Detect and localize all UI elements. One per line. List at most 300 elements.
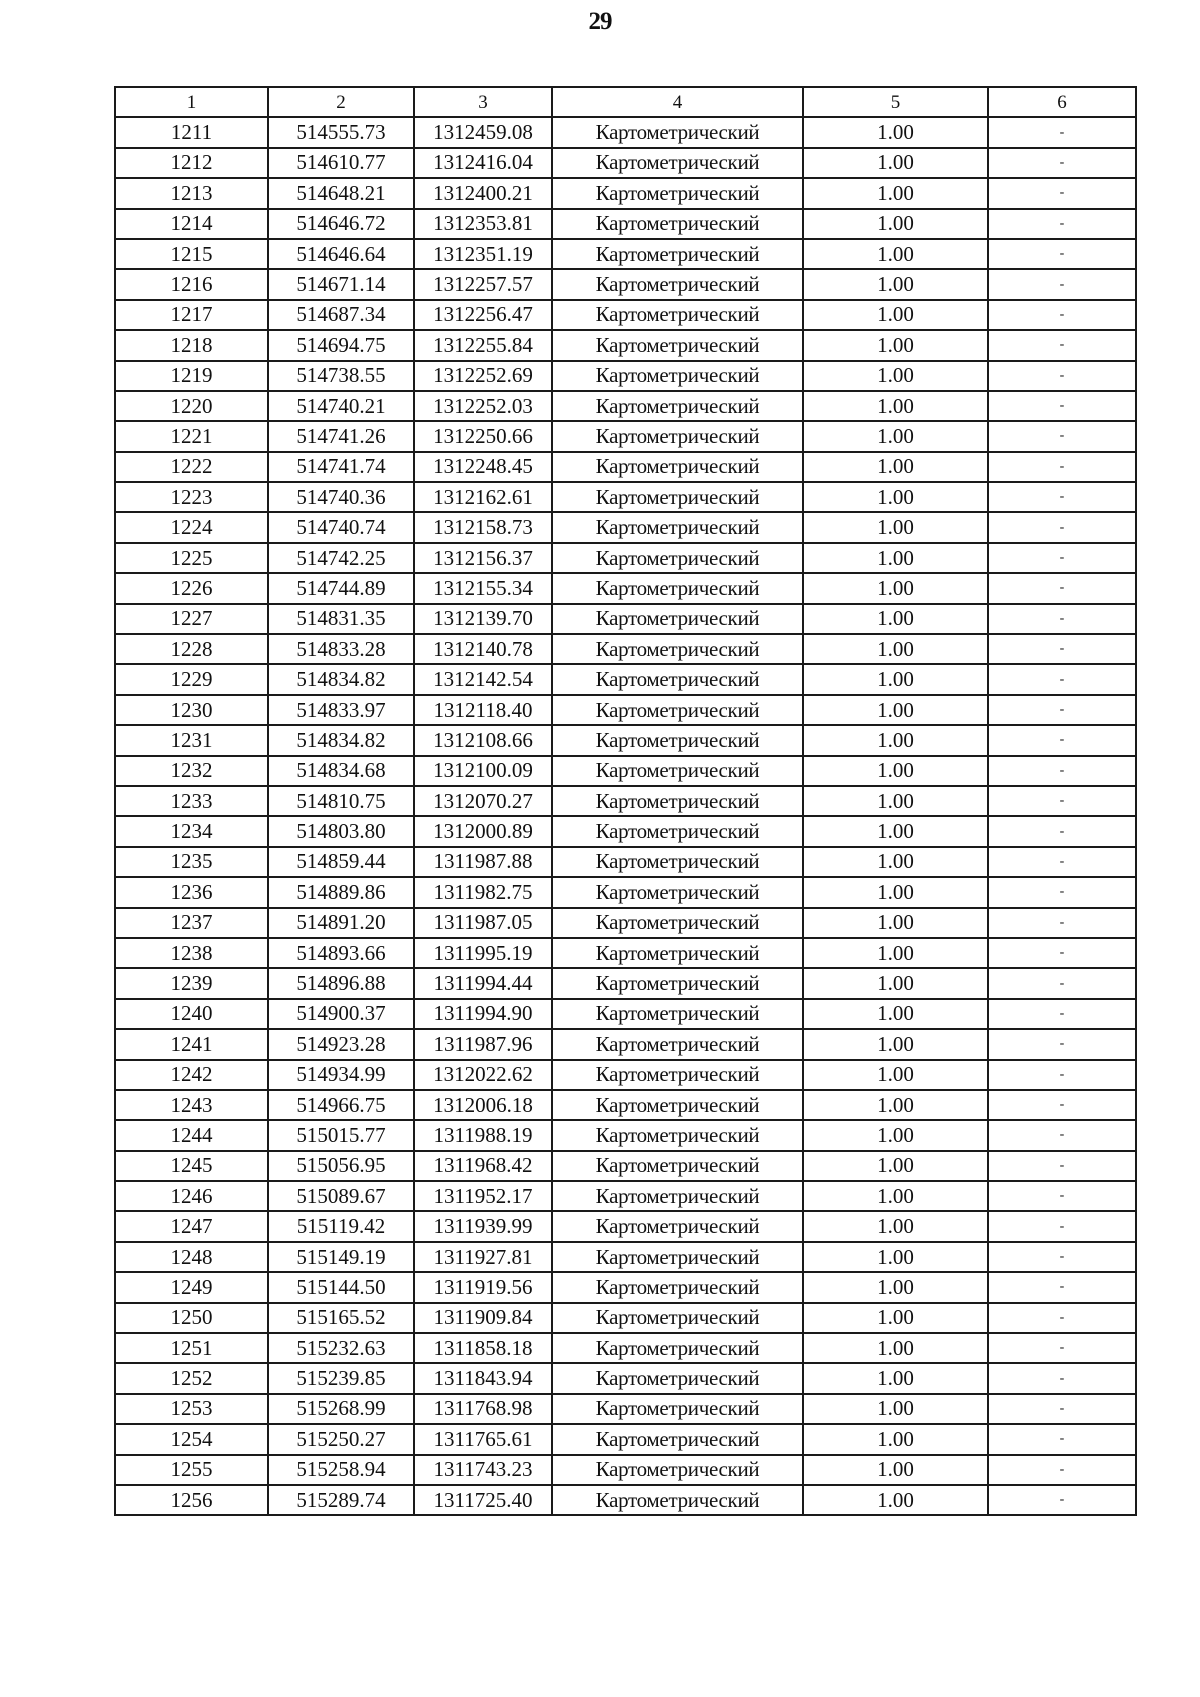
method-cell: Картометрический	[552, 1455, 803, 1485]
table-row	[115, 1029, 1136, 1059]
coord-x-cell: 514555.73	[268, 117, 414, 147]
coord-y-cell: 1312255.84	[414, 330, 552, 360]
note-cell: -	[988, 1303, 1136, 1333]
note-cell: -	[988, 1151, 1136, 1181]
coord-x-cell: 515089.67	[268, 1181, 414, 1211]
method-cell: Картометрический	[552, 695, 803, 725]
note-cell: -	[988, 1120, 1136, 1150]
accuracy-cell: 1.00	[803, 756, 988, 786]
coord-y-cell: 1311743.23	[414, 1455, 552, 1485]
coord-y-cell: 1312248.45	[414, 452, 552, 482]
point-number-cell: 1254	[115, 1424, 268, 1454]
point-number-cell: 1252	[115, 1363, 268, 1393]
table-row	[115, 391, 1136, 421]
point-number-cell: 1256	[115, 1485, 268, 1515]
accuracy-cell: 1.00	[803, 300, 988, 330]
point-number-cell: 1228	[115, 634, 268, 664]
point-number-cell: 1241	[115, 1029, 268, 1059]
table-row	[115, 816, 1136, 846]
coord-x-cell: 514741.74	[268, 452, 414, 482]
method-cell: Картометрический	[552, 1090, 803, 1120]
coord-x-cell: 514671.14	[268, 269, 414, 299]
point-number-cell: 1216	[115, 269, 268, 299]
accuracy-cell: 1.00	[803, 391, 988, 421]
accuracy-cell: 1.00	[803, 1424, 988, 1454]
method-cell: Картометрический	[552, 543, 803, 573]
coord-x-cell: 514648.21	[268, 178, 414, 208]
point-number-cell: 1240	[115, 999, 268, 1029]
accuracy-cell: 1.00	[803, 999, 988, 1029]
note-cell: -	[988, 543, 1136, 573]
method-cell: Картометрический	[552, 1242, 803, 1272]
coord-x-cell: 514831.35	[268, 604, 414, 634]
coord-x-cell: 515250.27	[268, 1424, 414, 1454]
method-cell: Картометрический	[552, 1029, 803, 1059]
coord-y-cell: 1312100.09	[414, 756, 552, 786]
accuracy-cell: 1.00	[803, 1181, 988, 1211]
coord-x-cell: 515289.74	[268, 1485, 414, 1515]
accuracy-cell: 1.00	[803, 330, 988, 360]
coord-x-cell: 515015.77	[268, 1120, 414, 1150]
point-number-cell: 1227	[115, 604, 268, 634]
method-cell: Картометрический	[552, 482, 803, 512]
method-cell: Картометрический	[552, 1151, 803, 1181]
coord-y-cell: 1312118.40	[414, 695, 552, 725]
method-cell: Картометрический	[552, 1181, 803, 1211]
accuracy-cell: 1.00	[803, 786, 988, 816]
method-cell: Картометрический	[552, 209, 803, 239]
point-number-cell: 1250	[115, 1303, 268, 1333]
point-number-cell: 1229	[115, 664, 268, 694]
method-cell: Картометрический	[552, 1424, 803, 1454]
accuracy-cell: 1.00	[803, 604, 988, 634]
accuracy-cell: 1.00	[803, 543, 988, 573]
coord-y-cell: 1311927.81	[414, 1242, 552, 1272]
coord-y-cell: 1312250.66	[414, 421, 552, 451]
point-number-cell: 1251	[115, 1333, 268, 1363]
accuracy-cell: 1.00	[803, 1333, 988, 1363]
point-number-cell: 1255	[115, 1455, 268, 1485]
accuracy-cell: 1.00	[803, 452, 988, 482]
table-row	[115, 1455, 1136, 1485]
coord-x-cell: 515149.19	[268, 1242, 414, 1272]
note-cell: -	[988, 209, 1136, 239]
table-row	[115, 1485, 1136, 1515]
note-cell: -	[988, 877, 1136, 907]
point-number-cell: 1243	[115, 1090, 268, 1120]
method-cell: Картометрический	[552, 573, 803, 603]
accuracy-cell: 1.00	[803, 178, 988, 208]
note-cell: -	[988, 452, 1136, 482]
table-header	[115, 87, 1136, 117]
coord-y-cell: 1312252.69	[414, 361, 552, 391]
coord-y-cell: 1311725.40	[414, 1485, 552, 1515]
note-cell: -	[988, 725, 1136, 755]
note-cell: -	[988, 1060, 1136, 1090]
method-cell: Картометрический	[552, 117, 803, 147]
method-cell: Картометрический	[552, 725, 803, 755]
coord-x-cell: 514740.74	[268, 512, 414, 542]
note-cell: -	[988, 178, 1136, 208]
coord-y-cell: 1312416.04	[414, 148, 552, 178]
accuracy-cell: 1.00	[803, 1272, 988, 1302]
note-cell: -	[988, 1424, 1136, 1454]
note-cell: -	[988, 512, 1136, 542]
coord-y-cell: 1312006.18	[414, 1090, 552, 1120]
point-number-cell: 1249	[115, 1272, 268, 1302]
coord-y-cell: 1312108.66	[414, 725, 552, 755]
coord-x-cell: 514966.75	[268, 1090, 414, 1120]
table-row	[115, 634, 1136, 664]
coord-x-cell: 514833.28	[268, 634, 414, 664]
coord-y-cell: 1312353.81	[414, 209, 552, 239]
accuracy-cell: 1.00	[803, 1455, 988, 1485]
accuracy-cell: 1.00	[803, 1485, 988, 1515]
coord-y-cell: 1312155.34	[414, 573, 552, 603]
accuracy-cell: 1.00	[803, 573, 988, 603]
point-number-cell: 1221	[115, 421, 268, 451]
method-cell: Картометрический	[552, 148, 803, 178]
table-row	[115, 1303, 1136, 1333]
accuracy-cell: 1.00	[803, 877, 988, 907]
method-cell: Картометрический	[552, 391, 803, 421]
point-number-cell: 1219	[115, 361, 268, 391]
column-header-5: 5	[803, 87, 988, 117]
method-cell: Картометрический	[552, 1211, 803, 1241]
method-cell: Картометрический	[552, 361, 803, 391]
accuracy-cell: 1.00	[803, 695, 988, 725]
accuracy-cell: 1.00	[803, 1394, 988, 1424]
coord-x-cell: 514740.36	[268, 482, 414, 512]
note-cell: -	[988, 816, 1136, 846]
note-cell: -	[988, 148, 1136, 178]
column-header-6: 6	[988, 87, 1136, 117]
point-number-cell: 1239	[115, 968, 268, 998]
table-row	[115, 938, 1136, 968]
table-row	[115, 999, 1136, 1029]
coord-y-cell: 1311987.96	[414, 1029, 552, 1059]
accuracy-cell: 1.00	[803, 634, 988, 664]
note-cell: -	[988, 1211, 1136, 1241]
point-number-cell: 1234	[115, 816, 268, 846]
note-cell: -	[988, 634, 1136, 664]
point-number-cell: 1211	[115, 117, 268, 147]
coord-x-cell: 514741.26	[268, 421, 414, 451]
note-cell: -	[988, 573, 1136, 603]
coord-y-cell: 1311982.75	[414, 877, 552, 907]
coord-x-cell: 514889.86	[268, 877, 414, 907]
table-row	[115, 361, 1136, 391]
point-number-cell: 1236	[115, 877, 268, 907]
header-row	[115, 87, 1136, 117]
method-cell: Картометрический	[552, 1394, 803, 1424]
point-number-cell: 1242	[115, 1060, 268, 1090]
coord-y-cell: 1312070.27	[414, 786, 552, 816]
accuracy-cell: 1.00	[803, 664, 988, 694]
accuracy-cell: 1.00	[803, 938, 988, 968]
point-number-cell: 1218	[115, 330, 268, 360]
note-cell: -	[988, 1090, 1136, 1120]
coord-x-cell: 515239.85	[268, 1363, 414, 1393]
table-row	[115, 209, 1136, 239]
coord-x-cell: 514694.75	[268, 330, 414, 360]
accuracy-cell: 1.00	[803, 269, 988, 299]
table-body	[115, 117, 1136, 1515]
method-cell: Картометрический	[552, 300, 803, 330]
coord-y-cell: 1311987.05	[414, 908, 552, 938]
coord-x-cell: 514646.64	[268, 239, 414, 269]
method-cell: Картометрический	[552, 604, 803, 634]
coord-x-cell: 514744.89	[268, 573, 414, 603]
coord-x-cell: 514923.28	[268, 1029, 414, 1059]
table-row	[115, 117, 1136, 147]
table-row	[115, 1272, 1136, 1302]
coord-x-cell: 514900.37	[268, 999, 414, 1029]
coord-y-cell: 1312252.03	[414, 391, 552, 421]
method-cell: Картометрический	[552, 512, 803, 542]
accuracy-cell: 1.00	[803, 1090, 988, 1120]
note-cell: -	[988, 1363, 1136, 1393]
note-cell: -	[988, 695, 1136, 725]
point-number-cell: 1220	[115, 391, 268, 421]
coord-x-cell: 514834.82	[268, 664, 414, 694]
table-row	[115, 512, 1136, 542]
note-cell: -	[988, 756, 1136, 786]
method-cell: Картометрический	[552, 968, 803, 998]
coord-x-cell: 515258.94	[268, 1455, 414, 1485]
point-number-cell: 1238	[115, 938, 268, 968]
coord-y-cell: 1312459.08	[414, 117, 552, 147]
coord-y-cell: 1311765.61	[414, 1424, 552, 1454]
table-row	[115, 1181, 1136, 1211]
point-number-cell: 1223	[115, 482, 268, 512]
method-cell: Картометрический	[552, 178, 803, 208]
table-row	[115, 1090, 1136, 1120]
coord-y-cell: 1312022.62	[414, 1060, 552, 1090]
method-cell: Картометрический	[552, 756, 803, 786]
note-cell: -	[988, 1029, 1136, 1059]
accuracy-cell: 1.00	[803, 209, 988, 239]
coord-y-cell: 1312156.37	[414, 543, 552, 573]
table-row	[115, 1333, 1136, 1363]
accuracy-cell: 1.00	[803, 1211, 988, 1241]
accuracy-cell: 1.00	[803, 1151, 988, 1181]
point-number-cell: 1217	[115, 300, 268, 330]
method-cell: Картометрический	[552, 908, 803, 938]
coord-x-cell: 514742.25	[268, 543, 414, 573]
method-cell: Картометрический	[552, 816, 803, 846]
coord-y-cell: 1312257.57	[414, 269, 552, 299]
table-row	[115, 452, 1136, 482]
accuracy-cell: 1.00	[803, 361, 988, 391]
method-cell: Картометрический	[552, 1303, 803, 1333]
table-row	[115, 330, 1136, 360]
note-cell: -	[988, 330, 1136, 360]
coord-y-cell: 1312351.19	[414, 239, 552, 269]
method-cell: Картометрический	[552, 1333, 803, 1363]
column-header-2: 2	[268, 87, 414, 117]
coord-y-cell: 1311995.19	[414, 938, 552, 968]
coord-x-cell: 514896.88	[268, 968, 414, 998]
table-row	[115, 1151, 1136, 1181]
table-row	[115, 239, 1136, 269]
note-cell: -	[988, 938, 1136, 968]
point-number-cell: 1215	[115, 239, 268, 269]
table-row	[115, 1120, 1136, 1150]
note-cell: -	[988, 908, 1136, 938]
coord-x-cell: 514687.34	[268, 300, 414, 330]
accuracy-cell: 1.00	[803, 847, 988, 877]
note-cell: -	[988, 1272, 1136, 1302]
coord-y-cell: 1311968.42	[414, 1151, 552, 1181]
coord-y-cell: 1312158.73	[414, 512, 552, 542]
point-number-cell: 1225	[115, 543, 268, 573]
coord-x-cell: 514893.66	[268, 938, 414, 968]
table-row	[115, 725, 1136, 755]
method-cell: Картометрический	[552, 1120, 803, 1150]
point-number-cell: 1237	[115, 908, 268, 938]
note-cell: -	[988, 1394, 1136, 1424]
coord-y-cell: 1311994.44	[414, 968, 552, 998]
point-number-cell: 1235	[115, 847, 268, 877]
coord-x-cell: 514833.97	[268, 695, 414, 725]
table-row	[115, 421, 1136, 451]
coord-x-cell: 515232.63	[268, 1333, 414, 1363]
note-cell: -	[988, 604, 1136, 634]
coord-y-cell: 1312400.21	[414, 178, 552, 208]
coord-y-cell: 1312000.89	[414, 816, 552, 846]
column-header-3: 3	[414, 87, 552, 117]
coordinates-table	[114, 86, 1137, 1516]
accuracy-cell: 1.00	[803, 117, 988, 147]
table-row	[115, 756, 1136, 786]
note-cell: -	[988, 239, 1136, 269]
coord-x-cell: 514738.55	[268, 361, 414, 391]
coord-y-cell: 1311858.18	[414, 1333, 552, 1363]
table-row	[115, 1394, 1136, 1424]
coord-y-cell: 1311909.84	[414, 1303, 552, 1333]
point-number-cell: 1230	[115, 695, 268, 725]
point-number-cell: 1253	[115, 1394, 268, 1424]
table-row	[115, 269, 1136, 299]
coord-x-cell: 515119.42	[268, 1211, 414, 1241]
method-cell: Картометрический	[552, 1060, 803, 1090]
method-cell: Картометрический	[552, 1485, 803, 1515]
coord-y-cell: 1312139.70	[414, 604, 552, 634]
note-cell: -	[988, 1485, 1136, 1515]
table-row	[115, 877, 1136, 907]
coord-y-cell: 1312162.61	[414, 482, 552, 512]
coord-y-cell: 1311919.56	[414, 1272, 552, 1302]
table-row	[115, 1363, 1136, 1393]
method-cell: Картометрический	[552, 938, 803, 968]
coord-x-cell: 514859.44	[268, 847, 414, 877]
method-cell: Картометрический	[552, 1363, 803, 1393]
note-cell: -	[988, 847, 1136, 877]
method-cell: Картометрический	[552, 664, 803, 694]
accuracy-cell: 1.00	[803, 421, 988, 451]
coord-x-cell: 515056.95	[268, 1151, 414, 1181]
coord-y-cell: 1311768.98	[414, 1394, 552, 1424]
table-row	[115, 908, 1136, 938]
coord-x-cell: 514834.68	[268, 756, 414, 786]
accuracy-cell: 1.00	[803, 725, 988, 755]
accuracy-cell: 1.00	[803, 908, 988, 938]
accuracy-cell: 1.00	[803, 482, 988, 512]
coord-y-cell: 1311843.94	[414, 1363, 552, 1393]
table-row	[115, 847, 1136, 877]
note-cell: -	[988, 391, 1136, 421]
note-cell: -	[988, 1333, 1136, 1363]
table-row	[115, 1424, 1136, 1454]
accuracy-cell: 1.00	[803, 1303, 988, 1333]
note-cell: -	[988, 269, 1136, 299]
accuracy-cell: 1.00	[803, 1242, 988, 1272]
coord-x-cell: 515268.99	[268, 1394, 414, 1424]
method-cell: Картометрический	[552, 421, 803, 451]
note-cell: -	[988, 300, 1136, 330]
coord-y-cell: 1311987.88	[414, 847, 552, 877]
coord-x-cell: 514891.20	[268, 908, 414, 938]
point-number-cell: 1232	[115, 756, 268, 786]
column-header-4: 4	[552, 87, 803, 117]
coord-y-cell: 1312256.47	[414, 300, 552, 330]
page-number: 29	[588, 8, 612, 35]
accuracy-cell: 1.00	[803, 1363, 988, 1393]
accuracy-cell: 1.00	[803, 512, 988, 542]
coord-x-cell: 515144.50	[268, 1272, 414, 1302]
coord-x-cell: 514740.21	[268, 391, 414, 421]
point-number-cell: 1233	[115, 786, 268, 816]
coord-x-cell: 514803.80	[268, 816, 414, 846]
table-row	[115, 664, 1136, 694]
note-cell: -	[988, 664, 1136, 694]
point-number-cell: 1245	[115, 1151, 268, 1181]
point-number-cell: 1226	[115, 573, 268, 603]
accuracy-cell: 1.00	[803, 968, 988, 998]
point-number-cell: 1248	[115, 1242, 268, 1272]
note-cell: -	[988, 968, 1136, 998]
column-header-1: 1	[115, 87, 268, 117]
coord-y-cell: 1311952.17	[414, 1181, 552, 1211]
point-number-cell: 1231	[115, 725, 268, 755]
method-cell: Картометрический	[552, 634, 803, 664]
coord-x-cell: 515165.52	[268, 1303, 414, 1333]
method-cell: Картометрический	[552, 1272, 803, 1302]
coord-y-cell: 1311939.99	[414, 1211, 552, 1241]
note-cell: -	[988, 482, 1136, 512]
coord-y-cell: 1311994.90	[414, 999, 552, 1029]
table-row	[115, 786, 1136, 816]
note-cell: -	[988, 786, 1136, 816]
coord-y-cell: 1311988.19	[414, 1120, 552, 1150]
note-cell: -	[988, 1455, 1136, 1485]
method-cell: Картометрический	[552, 999, 803, 1029]
point-number-cell: 1214	[115, 209, 268, 239]
method-cell: Картометрический	[552, 877, 803, 907]
note-cell: -	[988, 117, 1136, 147]
note-cell: -	[988, 999, 1136, 1029]
table-row	[115, 1211, 1136, 1241]
note-cell: -	[988, 1242, 1136, 1272]
accuracy-cell: 1.00	[803, 239, 988, 269]
coord-x-cell: 514646.72	[268, 209, 414, 239]
point-number-cell: 1224	[115, 512, 268, 542]
accuracy-cell: 1.00	[803, 1060, 988, 1090]
table-row	[115, 573, 1136, 603]
accuracy-cell: 1.00	[803, 148, 988, 178]
accuracy-cell: 1.00	[803, 1029, 988, 1059]
